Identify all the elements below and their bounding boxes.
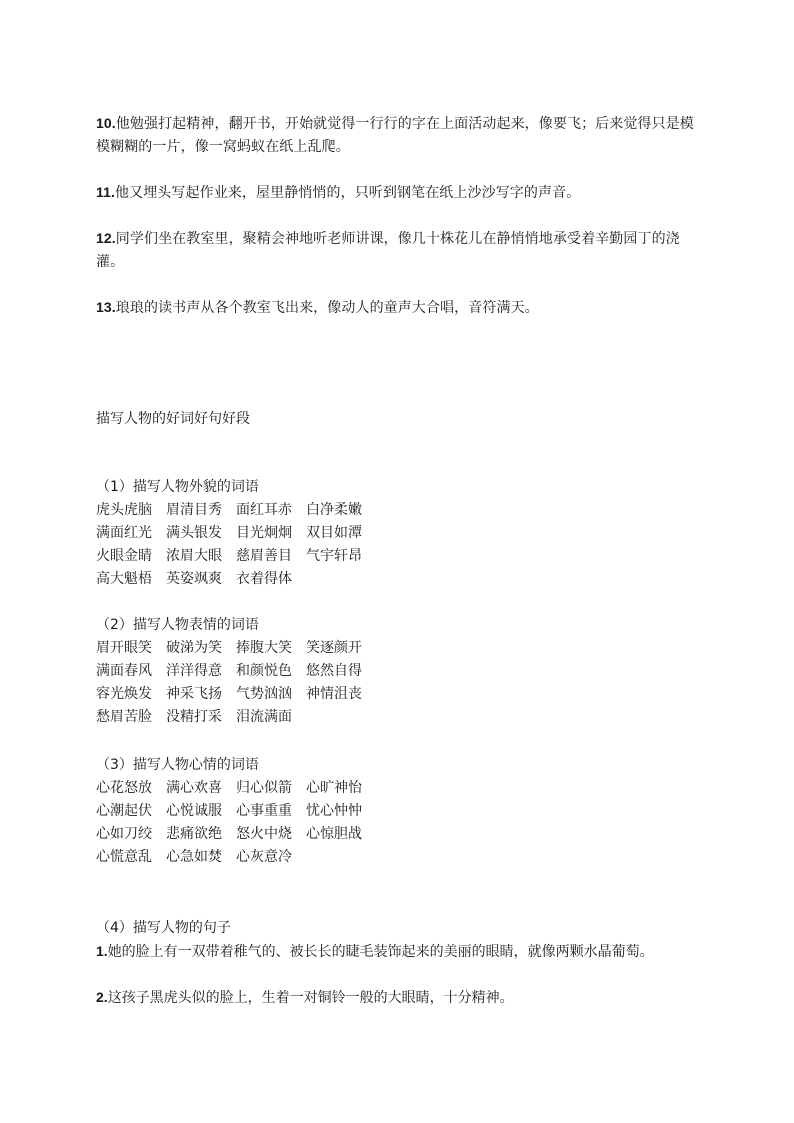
word-term: 白净柔嫩 — [306, 502, 362, 518]
word-term: 悠然自得 — [306, 663, 362, 679]
word-term: 眉开眼笑 — [96, 640, 152, 656]
word-term: 目光炯炯 — [236, 525, 292, 541]
word-term: 心急如焚 — [166, 849, 222, 865]
word-term: 气宇轩昂 — [306, 548, 362, 564]
word-term: 满头银发 — [166, 525, 222, 541]
word-term: 心旷神怡 — [306, 780, 362, 796]
section-title: 描写人物的好词好句好段 — [96, 411, 250, 427]
word-term: 洋洋得意 — [166, 663, 222, 679]
word-term: 心灰意冷 — [236, 849, 292, 865]
word-term: 双目如潭 — [306, 525, 362, 541]
sentence-number: 10. — [96, 115, 116, 131]
word-term: 眉清目秀 — [166, 502, 222, 518]
sentence-number: 2. — [96, 989, 108, 1005]
word-term: 神采飞扬 — [166, 686, 222, 702]
word-term: 心如刀绞 — [96, 826, 152, 842]
word-term: 高大魁梧 — [96, 571, 152, 587]
word-term: 浓眉大眼 — [166, 548, 222, 564]
word-term: 英姿飒爽 — [166, 571, 222, 587]
word-term: 忧心忡忡 — [306, 803, 362, 819]
sentence-number: 12. — [96, 230, 116, 246]
sentence-11 — [96, 181, 696, 205]
word-term: 慈眉善目 — [236, 548, 292, 564]
word-term: 笑逐颜开 — [306, 640, 362, 656]
word-term: 愁眉苦脸 — [96, 709, 152, 725]
sentence-text: 她的脸上有一双带着稚气的、被长长的睫毛装饰起来的美丽的眼睛，就像两颗水晶葡萄。 — [107, 944, 654, 960]
sentence-text: 同学们坐在教室里，聚精会神地听老师讲课，像几十株花儿在静悄悄地承受着辛勤园丁的浇灌。 — [96, 231, 680, 270]
word-term: 火眼金睛 — [96, 548, 152, 564]
word-term: 满面红光 — [96, 525, 152, 541]
word-term: 容光焕发 — [96, 686, 152, 702]
word-term: 衣着得体 — [236, 571, 292, 587]
sentence-13 — [96, 296, 696, 320]
word-term: 泪流满面 — [236, 709, 292, 725]
sentence-text: 琅琅的读书声从各个教室飞出来，像动人的童声大合唱，音符满天。 — [115, 300, 539, 316]
sentence-10 — [96, 112, 696, 159]
sentence-text: 这孩子黑虎头似的脸上，生着一对铜铃一般的大眼睛，十分精神。 — [107, 990, 514, 1006]
word-term: 虎头虎脑 — [96, 502, 152, 518]
word-term: 和颜悦色 — [236, 663, 292, 679]
group-heading-appearance: （1）描写人物外貌的词语 — [96, 479, 259, 495]
word-term: 满面春风 — [96, 663, 152, 679]
sentence-text: 他勉强打起精神，翻开书，开始就觉得一行行的字在上面活动起来，像要飞；后来觉得只是模模糊糊的一片，像一窝蚂蚁在纸上乱爬。 — [96, 116, 694, 155]
word-term: 心花怒放 — [96, 780, 152, 796]
word-term: 心悦诚服 — [166, 803, 222, 819]
word-term: 心潮起伏 — [96, 803, 152, 819]
character-sentence-2 — [96, 987, 514, 1008]
word-term: 怒火中烧 — [236, 826, 292, 842]
word-term: 悲痛欲绝 — [166, 826, 222, 842]
word-term: 心事重重 — [236, 803, 292, 819]
sentence-number: 11. — [96, 184, 115, 200]
word-term: 气势汹汹 — [236, 686, 292, 702]
sentence-number: 1. — [96, 943, 108, 959]
word-term: 满心欢喜 — [166, 780, 222, 796]
character-sentence-1 — [96, 941, 654, 962]
word-term: 面红耳赤 — [236, 502, 292, 518]
word-term: 神情沮丧 — [306, 686, 362, 702]
group-heading-sentences: （4）描写人物的句子 — [96, 920, 231, 936]
sentence-12 — [96, 227, 696, 274]
sentence-text: 他又埋头写起作业来，屋里静悄悄的，只听到钢笔在纸上沙沙写字的声音。 — [115, 185, 581, 201]
word-term: 捧腹大笑 — [236, 640, 292, 656]
group-heading-mood: （3）描写人物心情的词语 — [96, 757, 259, 773]
sentence-number: 13. — [96, 299, 116, 315]
word-term: 心慌意乱 — [96, 849, 152, 865]
word-term: 没精打采 — [166, 709, 222, 725]
word-term: 破涕为笑 — [166, 640, 222, 656]
group-heading-expression: （2）描写人物表情的词语 — [96, 617, 259, 633]
word-term: 心惊胆战 — [306, 826, 362, 842]
word-term: 归心似箭 — [236, 780, 292, 796]
